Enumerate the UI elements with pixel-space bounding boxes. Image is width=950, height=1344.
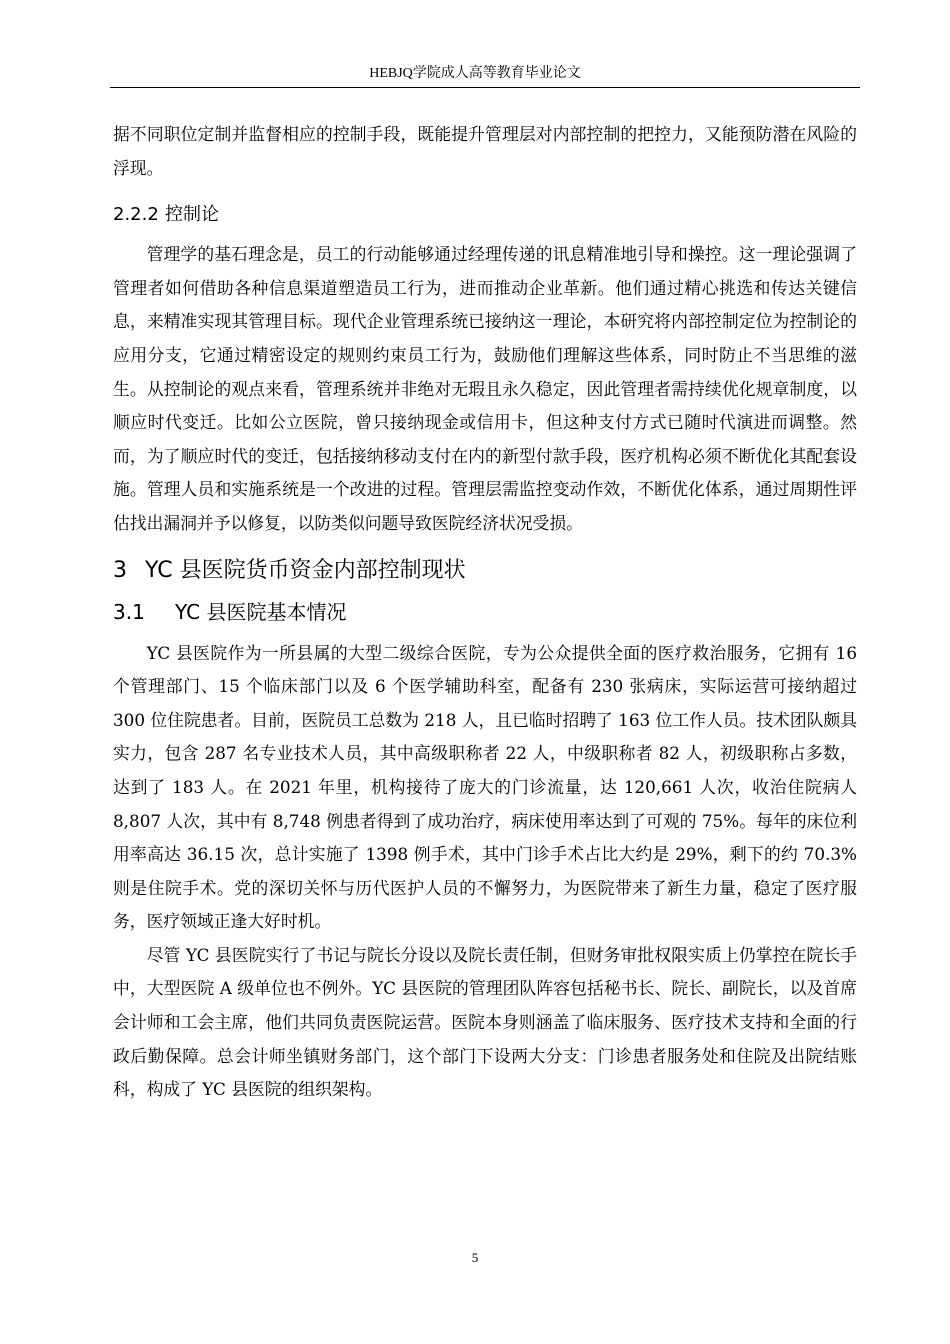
page-body <box>113 118 857 1107</box>
section-title: 控制论 <box>165 204 219 226</box>
page-header: HEBJQ学院成人高等教育毕业论文 <box>369 66 581 81</box>
continuation-paragraph: 据不同职位定制并监督相应的控制手段，既能提升管理层对内部控制的把控力，又能预防潜在风险的浮现。 <box>113 124 857 178</box>
section-heading-3-1 <box>113 595 857 629</box>
section-number: 2.2.2 <box>113 204 159 226</box>
paragraph-control-theory: 管理学的基石理念是，员工的行动能够通过经理传递的讯息精准地引导和操控。这一理论强调了管理者如何借助各种信息渠道塑造员工行为，进而推动企业革新。他们通过精心挑选和传达关键信息，来精准实现其管理目标。现代企业管理系统已接纳这一理论，本研究将内部控制定位为控制论的应用分支，它通过精密设定的规则约束员工行为，鼓励他们理解这些体系，同时防止不当思维的滋生。从控制论的观点来看，管理系统并非绝对无瑕且永久稳定，因此管理者需持续优化规章制度，以顺应时代变迁。比如公立医院，曾只接纳现金或信用卡，但这种支付方式已随时代演进而调整。然而，为了顺应时代的变迁，包括接纳移动支付在内的新型付款手段，医疗机构必须不断优化其配套设施。管理人员和实施系统是一个改进的过程。管理层需监控变动作效，不断优化体系，通过周期性评估找出漏洞并予以修复，以防类似问题导致医院经济状况受损。 <box>113 244 857 533</box>
chapter-title: YC 县医院货币资金内部控制现状 <box>145 557 466 583</box>
paragraph-hospital-management: 尽管 YC 县医院实行了书记与院长分设以及院长责任制，但财务审批权限实质上仍掌控在院长手中，大型医院 A 级单位也不例外。YC 县医院的管理团队阵容包括秘书长、院长、副院长，以及首席会计师和工会主席，他们共同负责医院运营。医院本身则涵盖了临床服务、医疗技术支持和全面的行政后勤保障。总会计师坐镇财务部门，这个部门下设两大分支：门诊患者服务处和住院及出院结账科，构成了 YC 县医院的组织架构。 <box>113 944 857 1100</box>
section-heading-2-2-2 <box>113 200 857 230</box>
section-title: YC 县医院基本情况 <box>175 599 347 624</box>
chapter-heading-3 <box>113 553 857 589</box>
header-divider <box>110 87 860 88</box>
chapter-number: 3 <box>113 557 127 583</box>
section-number: 3.1 <box>113 599 145 624</box>
page-number: 5 <box>471 1250 479 1265</box>
paragraph-hospital-overview: YC 县医院作为一所县属的大型二级综合医院，专为公众提供全面的医疗救治服务，它拥有 16 个管理部门、15 个临床部门以及 6 个医学辅助科室，配备有 230 张病床，实际运营可接纳超过 300 位住院患者。目前，医院员工总数为 218 人，且已临时招聘了 163 位工作人员。技术团队颇具实力，包含 287 名专业技术人员，其中高级职称者 22 人，中级职称者 82 人，初级职称占多数，达到了 183 人。在 2021 年里，机构接待了庞大的门诊流量，达 120,661 人次，收治住院病人 8,807 人次，其中有 8,748 例患者得到了成功治疗，病床使用率达到了可观的 75%。每年的床位利用率高达 36.15 次，总计实施了 1398 例手术，其中门诊手术占比大约是 29%，剩下的约 70.3%则是住院手术。党的深切关怀与历代医护人员的不懈努力，为医院带来了新生力量，稳定了医疗服务，医疗领域正逢大好时机。 <box>113 642 857 932</box>
